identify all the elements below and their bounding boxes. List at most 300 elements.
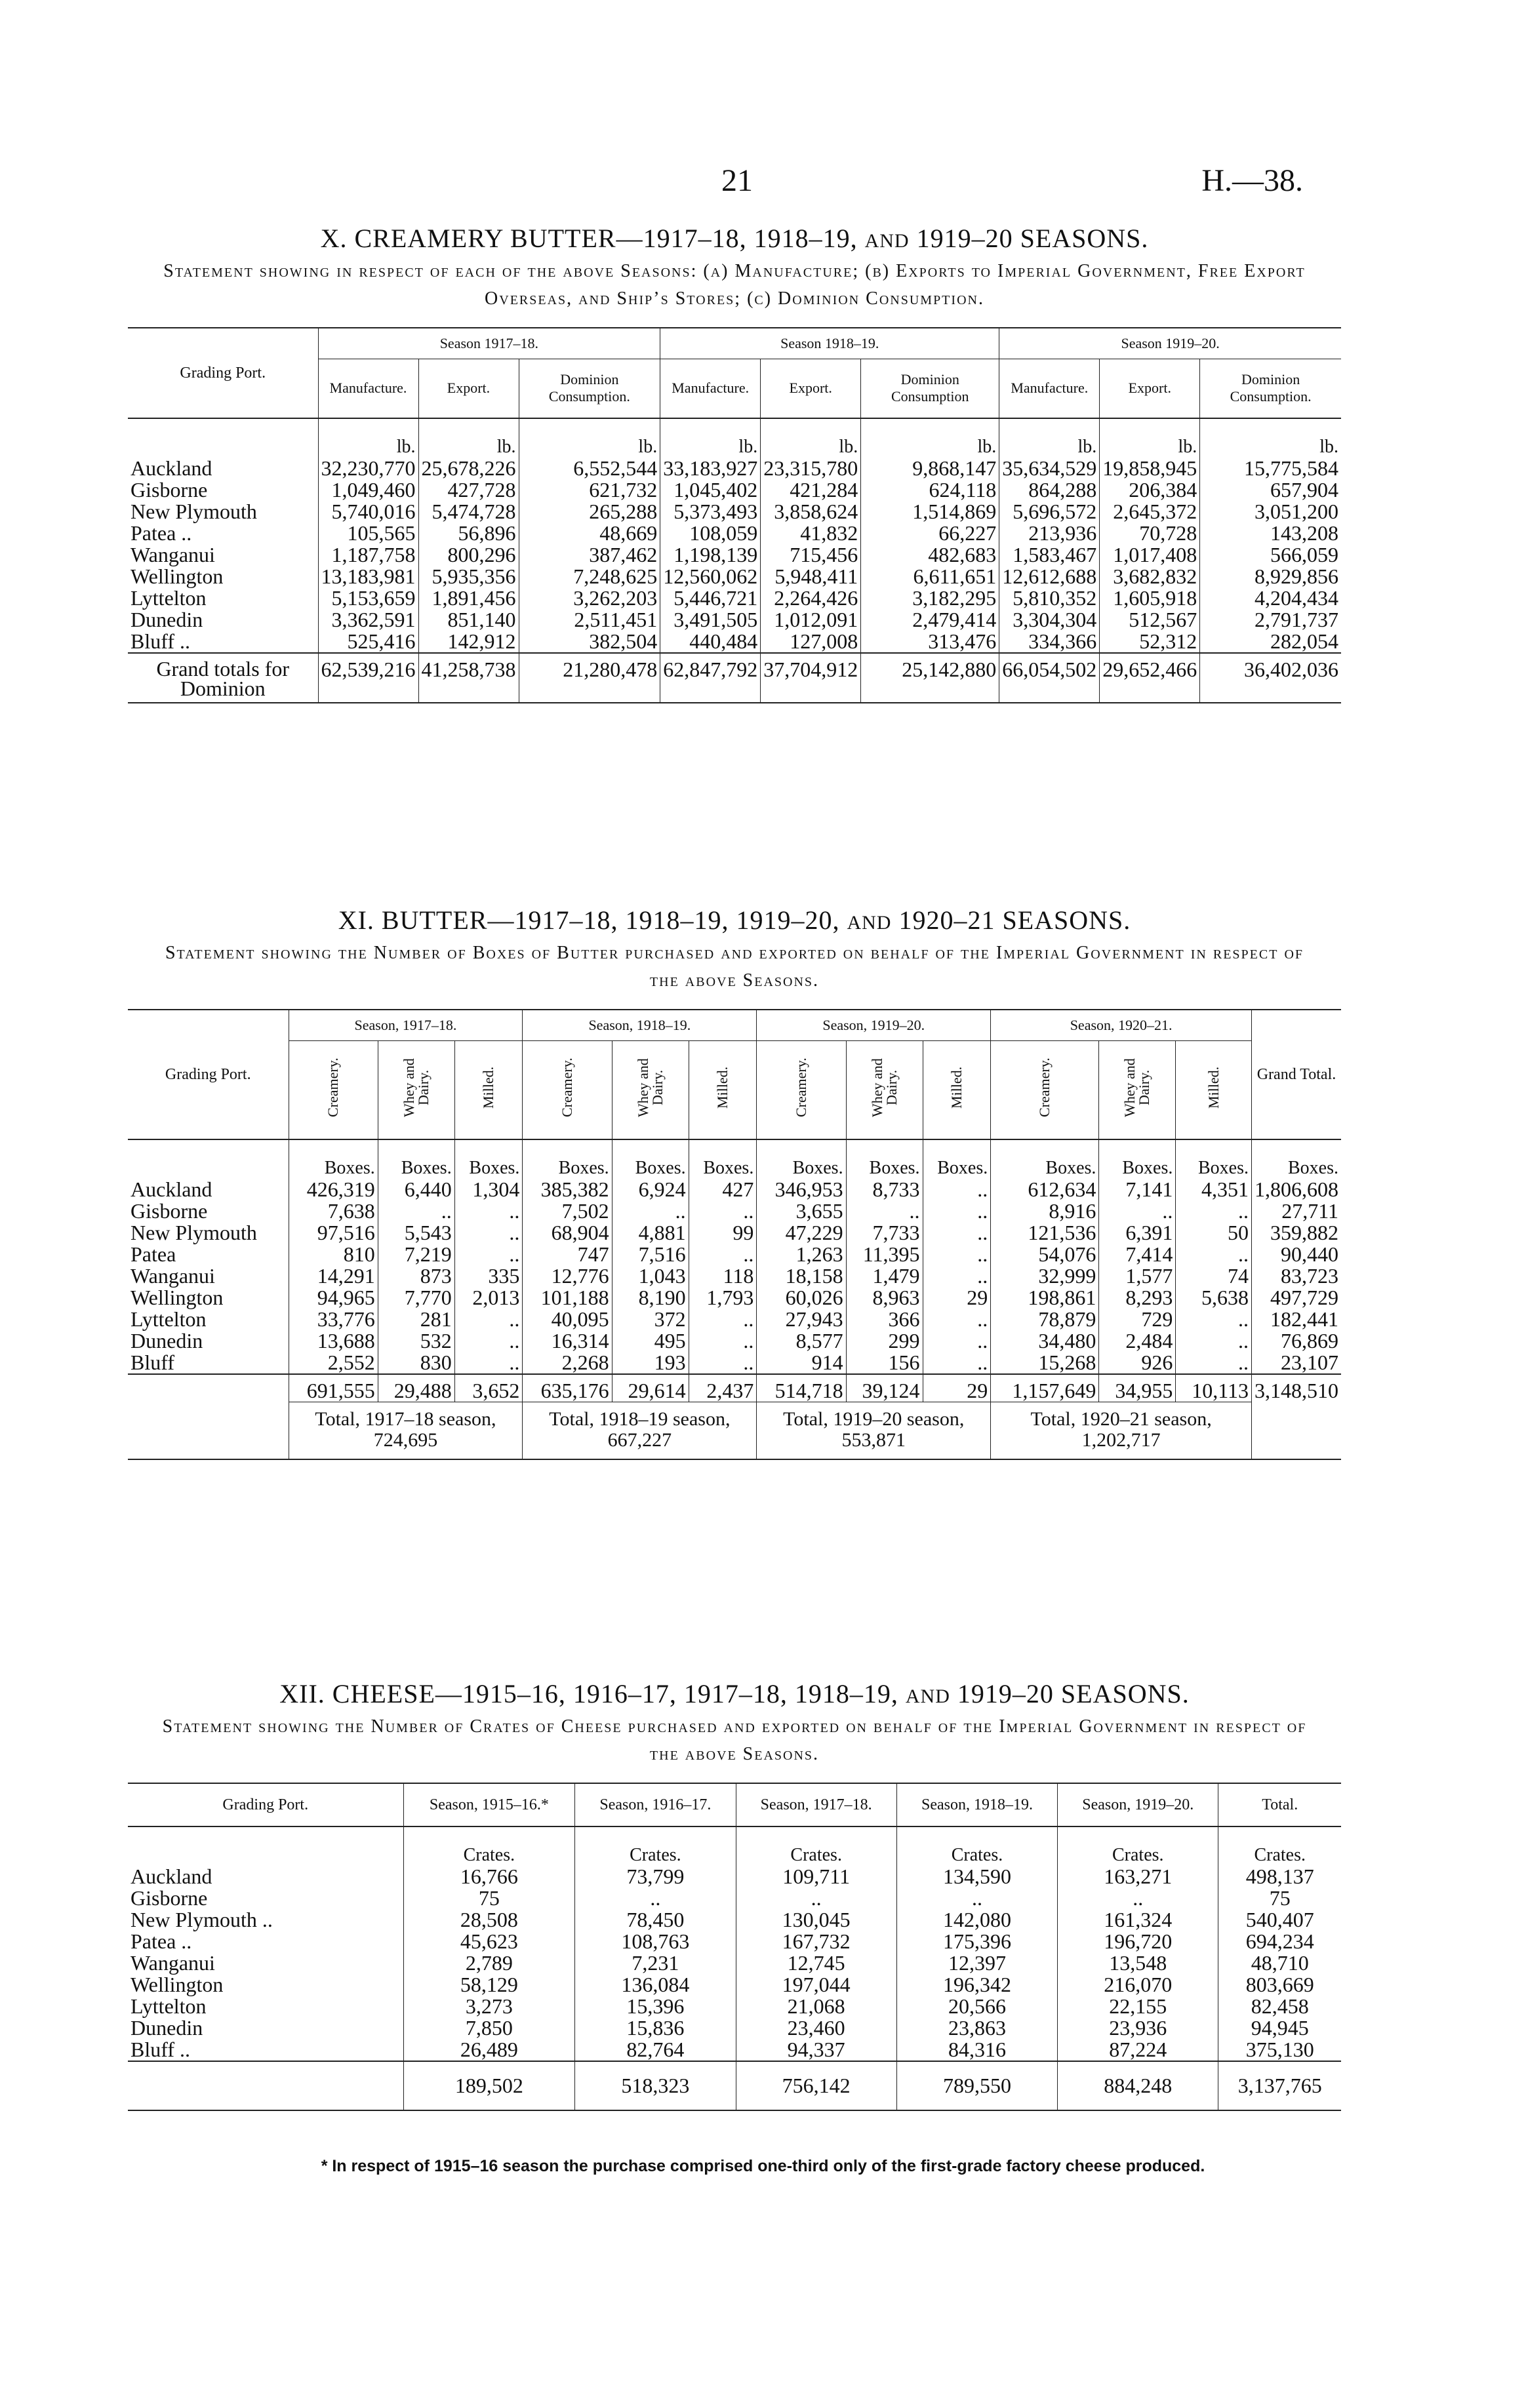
value-cell: 1,806,608 [1252, 1179, 1342, 1200]
value-cell: 1,514,869 [861, 501, 999, 523]
season-header: Season, 1918–19. [523, 1010, 757, 1041]
value-cell: 5,696,572 [999, 501, 1100, 523]
col-header-label: Creamery. [325, 1057, 342, 1118]
value-cell: 13,688 [289, 1330, 378, 1352]
value-cell: .. [454, 1244, 523, 1265]
value-cell: 4,204,434 [1200, 587, 1341, 609]
value-cell: 48,669 [519, 523, 660, 544]
season-header: Season 1917–18. [318, 328, 660, 359]
col-header-label: Milled. [713, 1067, 731, 1109]
port-name: Patea .. [131, 1929, 192, 1953]
value-cell: 167,732 [736, 1931, 896, 1952]
total-cell: 3,137,765 [1218, 2061, 1341, 2110]
value-cell: 624,118 [861, 479, 999, 501]
total-cell: 1,157,649 [991, 1374, 1099, 1402]
value-cell: 540,407 [1218, 1909, 1341, 1931]
table-row [128, 523, 1341, 544]
total-cell: 37,704,912 [761, 653, 861, 703]
value-cell: .. [378, 1200, 454, 1222]
page-number: 21 [721, 163, 753, 198]
port-header: Grading Port. [222, 1796, 309, 1813]
total-cell: 36,402,036 [1200, 653, 1341, 703]
table-row [128, 1244, 1341, 1265]
value-cell: 1,891,456 [418, 587, 519, 609]
value-cell: 76,869 [1252, 1330, 1342, 1352]
season-total [757, 1402, 991, 1459]
value-cell: 3,273 [403, 1996, 575, 2017]
value-cell: 32,230,770 [318, 458, 418, 479]
port-name: Auckland [131, 456, 212, 480]
port-name: Lyttelton [131, 1994, 207, 2018]
value-cell: 75 [403, 1887, 575, 1909]
value-cell: .. [1099, 1200, 1176, 1222]
col-header-label: Creamery. [559, 1057, 576, 1118]
value-cell: 7,414 [1099, 1244, 1176, 1265]
value-cell: 385,382 [523, 1179, 612, 1200]
port-name: Patea [131, 1242, 176, 1266]
port-name: Gisborne [131, 477, 208, 502]
value-cell: 694,234 [1218, 1931, 1341, 1952]
creamery-butter-section [128, 223, 1341, 703]
value-cell: .. [1176, 1352, 1252, 1374]
unit-label: Crates. [736, 1826, 896, 1866]
value-cell: 1,049,460 [318, 479, 418, 501]
unit-label: lb. [1100, 418, 1200, 458]
table-row [128, 1222, 1341, 1244]
value-cell: 14,291 [289, 1265, 378, 1287]
unit-label: Crates. [1218, 1826, 1341, 1866]
unit-label: Crates. [575, 1826, 736, 1866]
value-cell: 109,711 [736, 1866, 896, 1887]
port-name: Lyttelton [131, 585, 207, 610]
port-name: Wellington [131, 564, 224, 588]
season-header: Season, 1920–21. [991, 1010, 1252, 1041]
value-cell: 621,732 [519, 479, 660, 501]
value-cell: 136,084 [575, 1974, 736, 1996]
value-cell: 142,912 [418, 631, 519, 653]
blank-cell [128, 1826, 403, 1866]
value-cell: 6,552,544 [519, 458, 660, 479]
value-cell: 13,548 [1058, 1952, 1218, 1974]
unit-label: Crates. [896, 1826, 1057, 1866]
value-cell: 440,484 [660, 631, 761, 653]
col-header: Season, 1917–18. [736, 1783, 896, 1826]
value-cell: 5,948,411 [761, 566, 861, 587]
value-cell: 2,268 [523, 1352, 612, 1374]
value-cell: 54,076 [991, 1244, 1099, 1265]
value-cell: 810 [289, 1244, 378, 1265]
value-cell: 97,516 [289, 1222, 378, 1244]
value-cell: .. [689, 1200, 757, 1222]
value-cell: 6,924 [612, 1179, 689, 1200]
cheese-section [128, 1678, 1341, 2111]
value-cell: 512,567 [1100, 609, 1200, 631]
value-cell: .. [923, 1309, 991, 1330]
port-name: Wanganui [131, 1951, 215, 1975]
value-cell: 8,190 [612, 1287, 689, 1309]
value-cell: 70,728 [1100, 523, 1200, 544]
value-cell: 213,936 [999, 523, 1100, 544]
value-cell: 5,810,352 [999, 587, 1100, 609]
value-cell: .. [923, 1265, 991, 1287]
col-header-label: Milled. [480, 1067, 497, 1109]
table-row [128, 479, 1341, 501]
col-header [757, 1041, 846, 1139]
value-cell: 482,683 [861, 544, 999, 566]
value-cell: .. [923, 1330, 991, 1352]
value-cell: 94,945 [1218, 2017, 1341, 2039]
total-cell: 25,142,880 [861, 653, 999, 703]
value-cell: 198,861 [991, 1287, 1099, 1309]
col-header: Season, 1915–16.* [403, 1783, 575, 1826]
totals-row [128, 653, 1341, 703]
col-header [923, 1041, 991, 1139]
unit-label: lb. [1200, 418, 1341, 458]
value-cell: 15,396 [575, 1996, 736, 2017]
value-cell: .. [454, 1330, 523, 1352]
season-total-label: Total, 1919–20 season, [783, 1408, 965, 1430]
value-cell: 19,858,945 [1100, 458, 1200, 479]
total-cell: 514,718 [757, 1374, 846, 1402]
value-cell: 3,491,505 [660, 609, 761, 631]
col-header: Dominion Consumption. [519, 359, 660, 418]
value-cell: 23,107 [1252, 1352, 1342, 1374]
value-cell: 1,583,467 [999, 544, 1100, 566]
butter-section [128, 905, 1341, 1460]
value-cell: .. [689, 1244, 757, 1265]
value-cell: 8,293 [1099, 1287, 1176, 1309]
value-cell: .. [689, 1309, 757, 1330]
value-cell: 2,264,426 [761, 587, 861, 609]
value-cell: 27,943 [757, 1309, 846, 1330]
port-name: New Plymouth [131, 1220, 257, 1244]
value-cell: 5,373,493 [660, 501, 761, 523]
value-cell: 830 [378, 1352, 454, 1374]
totals-row [128, 1374, 1341, 1402]
value-cell: 1,577 [1099, 1265, 1176, 1287]
port-name: Bluff .. [131, 629, 190, 653]
port-name: Dunedin [131, 1328, 203, 1352]
value-cell: 29 [923, 1287, 991, 1309]
value-cell: 127,008 [761, 631, 861, 653]
value-cell: 3,051,200 [1200, 501, 1341, 523]
blank-cell [128, 1139, 289, 1179]
total-cell: 62,539,216 [318, 653, 418, 703]
value-cell: 864,288 [999, 479, 1100, 501]
col-header-label: Creamery. [792, 1057, 809, 1118]
value-cell: 525,416 [318, 631, 418, 653]
season-total-label: Total, 1918–19 season, [549, 1408, 731, 1430]
value-cell: 90,440 [1252, 1244, 1342, 1265]
value-cell: .. [923, 1200, 991, 1222]
value-cell: .. [923, 1179, 991, 1200]
value-cell: 873 [378, 1265, 454, 1287]
value-cell: 34,480 [991, 1330, 1099, 1352]
value-cell: 156 [846, 1352, 923, 1374]
value-cell: 12,612,688 [999, 566, 1100, 587]
value-cell: 75 [1218, 1887, 1341, 1909]
total-cell: 884,248 [1058, 2061, 1218, 2110]
value-cell: .. [454, 1222, 523, 1244]
value-cell: .. [923, 1222, 991, 1244]
butter-table [128, 1009, 1341, 1460]
col-header-label: Whey and Dairy. [868, 1058, 900, 1118]
value-cell: 7,770 [378, 1287, 454, 1309]
value-cell: 8,963 [846, 1287, 923, 1309]
season-total-value: 667,227 [607, 1429, 672, 1451]
value-cell: 1,017,408 [1100, 544, 1200, 566]
season-total-value: 724,695 [373, 1429, 438, 1451]
value-cell: 3,262,203 [519, 587, 660, 609]
value-cell: 2,013 [454, 1287, 523, 1309]
col-header: Dominion Consumption [861, 359, 999, 418]
value-cell: 197,044 [736, 1974, 896, 1996]
value-cell: 6,391 [1099, 1222, 1176, 1244]
value-cell: 161,324 [1058, 1909, 1218, 1931]
unit-label: Boxes. [612, 1139, 689, 1179]
value-cell: 3,304,304 [999, 609, 1100, 631]
value-cell: .. [923, 1352, 991, 1374]
value-cell: 747 [523, 1244, 612, 1265]
unit-label: lb. [418, 418, 519, 458]
value-cell: 206,384 [1100, 479, 1200, 501]
value-cell: 359,882 [1252, 1222, 1342, 1244]
value-cell: 1,045,402 [660, 479, 761, 501]
value-cell: 8,929,856 [1200, 566, 1341, 587]
total-cell: 29,652,466 [1100, 653, 1200, 703]
port-name: Wanganui [131, 1263, 215, 1288]
value-cell: 2,552 [289, 1352, 378, 1374]
value-cell: 313,476 [861, 631, 999, 653]
value-cell: 1,043 [612, 1265, 689, 1287]
cheese-table [128, 1783, 1341, 2111]
col-header: Dominion Consumption. [1200, 359, 1341, 418]
col-header: Manufacture. [318, 359, 418, 418]
col-header [1099, 1041, 1176, 1139]
port-name: Bluff [131, 1350, 174, 1374]
value-cell: 74 [1176, 1265, 1252, 1287]
col-header-label: Milled. [948, 1067, 965, 1109]
unit-label: Boxes. [757, 1139, 846, 1179]
port-header: Grading Port. [165, 1065, 251, 1083]
port-header: Grading Port. [180, 364, 266, 382]
value-cell: .. [612, 1200, 689, 1222]
col-header: Season, 1918–19. [896, 1783, 1057, 1826]
value-cell: .. [454, 1352, 523, 1374]
total-cell: 518,323 [575, 2061, 736, 2110]
port-name: Patea .. [131, 521, 192, 545]
table-row [128, 1352, 1341, 1374]
col-header: Total. [1218, 1783, 1341, 1826]
unit-label: Boxes. [991, 1139, 1099, 1179]
table-row [128, 1179, 1341, 1200]
unit-label: Boxes. [1252, 1139, 1342, 1179]
value-cell: 12,560,062 [660, 566, 761, 587]
value-cell: 41,832 [761, 523, 861, 544]
col-header [689, 1041, 757, 1139]
value-cell: 2,789 [403, 1952, 575, 1974]
port-name: Wellington [131, 1973, 224, 1996]
table-row [128, 1909, 1341, 1931]
col-header: Export. [1100, 359, 1200, 418]
value-cell: 12,745 [736, 1952, 896, 1974]
port-name: Gisborne [131, 1198, 208, 1223]
value-cell: 143,208 [1200, 523, 1341, 544]
season-total-value: 1,202,717 [1081, 1429, 1161, 1451]
value-cell: 23,936 [1058, 2017, 1218, 2039]
value-cell: 78,450 [575, 1909, 736, 1931]
value-cell: .. [1058, 1887, 1218, 1909]
value-cell: .. [1176, 1244, 1252, 1265]
value-cell: 105,565 [318, 523, 418, 544]
col-header-label: Whey and Dairy. [634, 1058, 666, 1118]
value-cell: 421,284 [761, 479, 861, 501]
creamery-title: X. CREAMERY BUTTER—1917–18, 1918–19, AND 1919–20 SEASONS. [320, 224, 1149, 253]
value-cell: 1,479 [846, 1265, 923, 1287]
unit-row [128, 1139, 1341, 1179]
value-cell: 7,733 [846, 1222, 923, 1244]
value-cell: 82,458 [1218, 1996, 1341, 2017]
value-cell: 914 [757, 1352, 846, 1374]
value-cell: 3,182,295 [861, 587, 999, 609]
blank-cell [1252, 1402, 1342, 1459]
value-cell: 11,395 [846, 1244, 923, 1265]
port-name: New Plymouth .. [131, 1908, 273, 1931]
value-cell: 48,710 [1218, 1952, 1341, 1974]
value-cell: 130,045 [736, 1909, 896, 1931]
total-cell: 756,142 [736, 2061, 896, 2110]
value-cell: .. [689, 1330, 757, 1352]
value-cell: 60,026 [757, 1287, 846, 1309]
unit-row [128, 418, 1341, 458]
value-cell: 108,763 [575, 1931, 736, 1952]
value-cell: 47,229 [757, 1222, 846, 1244]
value-cell: 7,502 [523, 1200, 612, 1222]
total-cell: 789,550 [896, 2061, 1057, 2110]
unit-label: lb. [999, 418, 1100, 458]
value-cell: 2,791,737 [1200, 609, 1341, 631]
total-cell: 29,614 [612, 1374, 689, 1402]
unit-label: lb. [761, 418, 861, 458]
table-row [128, 1931, 1341, 1952]
value-cell: 182,441 [1252, 1309, 1342, 1330]
blank-cell [128, 1402, 289, 1459]
season-header: Season 1919–20. [999, 328, 1341, 359]
unit-label: lb. [318, 418, 418, 458]
unit-label: Boxes. [454, 1139, 523, 1179]
table-row [128, 2039, 1341, 2061]
total-cell: 2,437 [689, 1374, 757, 1402]
value-cell: 2,484 [1099, 1330, 1176, 1352]
table-row [128, 501, 1341, 523]
col-header: Manufacture. [660, 359, 761, 418]
col-header-label: Whey and Dairy. [400, 1058, 432, 1118]
value-cell: 196,720 [1058, 1931, 1218, 1952]
totals-label: Grand totals for Dominion [128, 653, 318, 703]
port-name: Dunedin [131, 2016, 203, 2040]
value-cell: 45,623 [403, 1931, 575, 1952]
value-cell: 52,312 [1100, 631, 1200, 653]
page-code: H.—38. [1201, 163, 1303, 198]
table-row [128, 1952, 1341, 1974]
value-cell: 372 [612, 1309, 689, 1330]
table-row [128, 1866, 1341, 1887]
value-cell: 803,669 [1218, 1974, 1341, 1996]
season-total-value: 553,871 [841, 1429, 906, 1451]
value-cell: .. [575, 1887, 736, 1909]
value-cell: 66,227 [861, 523, 999, 544]
value-cell: 23,315,780 [761, 458, 861, 479]
total-cell: 66,054,502 [999, 653, 1100, 703]
cheese-subtitle: Statement showing the Number of Crates of Cheese purchased and exported on behalf of the Imperial Government in respect of the above Seasons. [162, 1716, 1307, 1764]
value-cell: .. [736, 1887, 896, 1909]
value-cell: 163,271 [1058, 1866, 1218, 1887]
unit-label: Crates. [1058, 1826, 1218, 1866]
value-cell: 498,137 [1218, 1866, 1341, 1887]
value-cell: 6,611,651 [861, 566, 999, 587]
cheese-title: XII. CHEESE—1915–16, 1916–17, 1917–18, 1918–19, AND 1919–20 SEASONS. [279, 1679, 1190, 1708]
port-name: Wellington [131, 1285, 224, 1309]
value-cell: 15,268 [991, 1352, 1099, 1374]
value-cell: 5,935,356 [418, 566, 519, 587]
table-row [128, 566, 1341, 587]
season-header: Season 1918–19. [660, 328, 999, 359]
value-cell: 35,634,529 [999, 458, 1100, 479]
totals-row [128, 2061, 1341, 2110]
total-cell: 41,258,738 [418, 653, 519, 703]
total-cell: 39,124 [846, 1374, 923, 1402]
col-header-label: Milled. [1205, 1067, 1222, 1109]
total-cell: 189,502 [403, 2061, 575, 2110]
value-cell: 5,153,659 [318, 587, 418, 609]
butter-title: XI. BUTTER—1917–18, 1918–19, 1919–20, AND 1920–21 SEASONS. [338, 905, 1131, 935]
season-total [991, 1402, 1252, 1459]
value-cell: 8,916 [991, 1200, 1099, 1222]
unit-label: Boxes. [1176, 1139, 1252, 1179]
value-cell: 3,682,832 [1100, 566, 1200, 587]
table-row [128, 1200, 1341, 1222]
value-cell: 3,858,624 [761, 501, 861, 523]
creamery-subtitle: Statement showing in respect of each of the above Seasons: (a) Manufacture; (b) Exports to Imperial Government, Free Export Overseas, and Ship’s Stores; (c) Dominion Consumption. [163, 261, 1306, 309]
value-cell: 28,508 [403, 1909, 575, 1931]
value-cell: 1,304 [454, 1179, 523, 1200]
value-cell: 87,224 [1058, 2039, 1218, 2061]
value-cell: 375,130 [1218, 2039, 1341, 2061]
season-total [523, 1402, 757, 1459]
port-name: Lyttelton [131, 1307, 207, 1331]
port-name: Auckland [131, 1865, 212, 1888]
unit-label: lb. [861, 418, 999, 458]
value-cell: 382,504 [519, 631, 660, 653]
value-cell: 118 [689, 1265, 757, 1287]
value-cell: 657,904 [1200, 479, 1341, 501]
value-cell: 427 [689, 1179, 757, 1200]
unit-label: Crates. [403, 1826, 575, 1866]
value-cell: 73,799 [575, 1866, 736, 1887]
value-cell: 15,836 [575, 2017, 736, 2039]
table-row [128, 631, 1341, 653]
port-name: Auckland [131, 1177, 212, 1201]
table-row [128, 587, 1341, 609]
port-name: Gisborne [131, 1886, 208, 1910]
total-cell: 691,555 [289, 1374, 378, 1402]
value-cell: 134,590 [896, 1866, 1057, 1887]
value-cell: 40,095 [523, 1309, 612, 1330]
value-cell: 9,868,147 [861, 458, 999, 479]
port-name: Dunedin [131, 607, 203, 631]
value-cell: 926 [1099, 1352, 1176, 1374]
col-header [612, 1041, 689, 1139]
